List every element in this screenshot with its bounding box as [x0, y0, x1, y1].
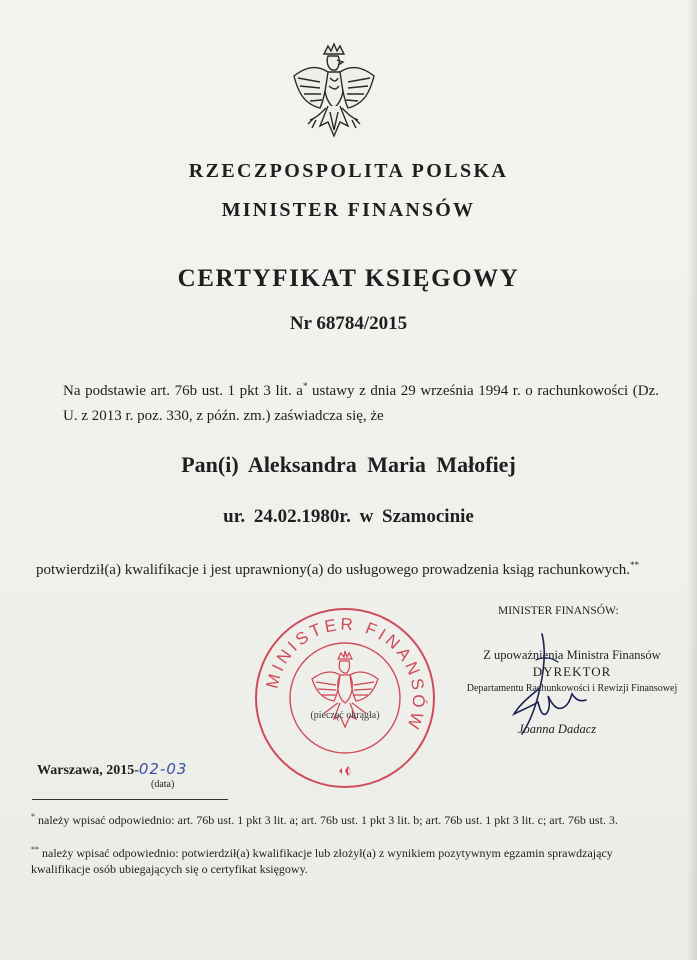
country-heading: RZECZPOSPOLITA POLSKA	[188, 160, 509, 182]
ministry-heading: MINISTER FINANSÓW	[221, 199, 476, 221]
signatory-name: Joanna Dadacz	[518, 722, 597, 736]
footnote-mark: **	[629, 560, 639, 570]
signatory-title: DYREKTOR	[532, 664, 612, 679]
footnote-2-mark: **	[31, 845, 39, 854]
signatory-authority: Z upoważnienia Ministra Finansów	[483, 648, 661, 662]
place-date	[37, 760, 187, 779]
certificate-number: Nr 68784/2015	[289, 313, 408, 334]
holder-birth-info: ur. 24.02.1980r. w Szamocinie	[223, 506, 474, 527]
qualification-paragraph	[36, 553, 660, 583]
signatory-header: MINISTER FINANSÓW:	[498, 605, 619, 617]
legal-basis-text-start: Na podstawie art. 76b ust. 1 pkt 3 lit. a	[63, 383, 303, 399]
footnote-divider	[32, 799, 228, 800]
handwritten-signature-icon	[500, 630, 590, 740]
legal-basis-text-end: ustawy z dnia 29 września 1994 r. o rachunkowości (Dz. U. z 2013 r. poz. 330, z późn. zm.) zaświadcza się, że	[63, 383, 660, 424]
legal-basis-paragraph	[63, 374, 659, 429]
holder-name: Pan(i) Aleksandra Maria Małofiej	[181, 452, 516, 477]
signatory-department: Departamentu Rachunkowości i Rewizji Finansowej	[466, 683, 678, 694]
stamp-label: (pieczęć okrągła)	[310, 710, 380, 721]
footnote-1	[31, 809, 667, 828]
certificate-title: CERTYFIKAT KSIĘGOWY	[177, 265, 520, 292]
white-eagle-emblem-icon	[290, 42, 378, 152]
place-date-prefix: Warszawa, 2015-	[37, 763, 139, 778]
footnote-mark: *	[302, 381, 308, 391]
footnote-2-text: należy wpisać odpowiednio: potwierdził(a) kwalifikacje lub złożył(a) z wynikiem pozytywnym egzamin sprawdzający kwalifikacje osób ubiegających się o certyfikat księgowy.	[31, 846, 613, 876]
footnote-1-text: należy wpisać odpowiednio: art. 76b ust. 1 pkt 3 lit. a; art. 76b ust. 1 pkt 3 lit. b; art. 76b ust. 1 pkt 3 lit. c; art. 76b ust. 3.	[38, 813, 618, 827]
page-edge-shadow	[687, 0, 697, 960]
date-label: (data)	[151, 779, 175, 790]
qualification-text: potwierdził(a) kwalifikacje i jest uprawniony(a) do usługowego prowadzenia ksiąg rachunkowych.	[36, 562, 630, 578]
footnote-2	[31, 842, 667, 877]
handwritten-date: 02-03	[138, 760, 188, 778]
stamp-circle-text: MINISTER FINANSÓW	[262, 614, 429, 735]
official-stamp	[250, 603, 440, 793]
footnote-1-mark: *	[31, 812, 35, 821]
